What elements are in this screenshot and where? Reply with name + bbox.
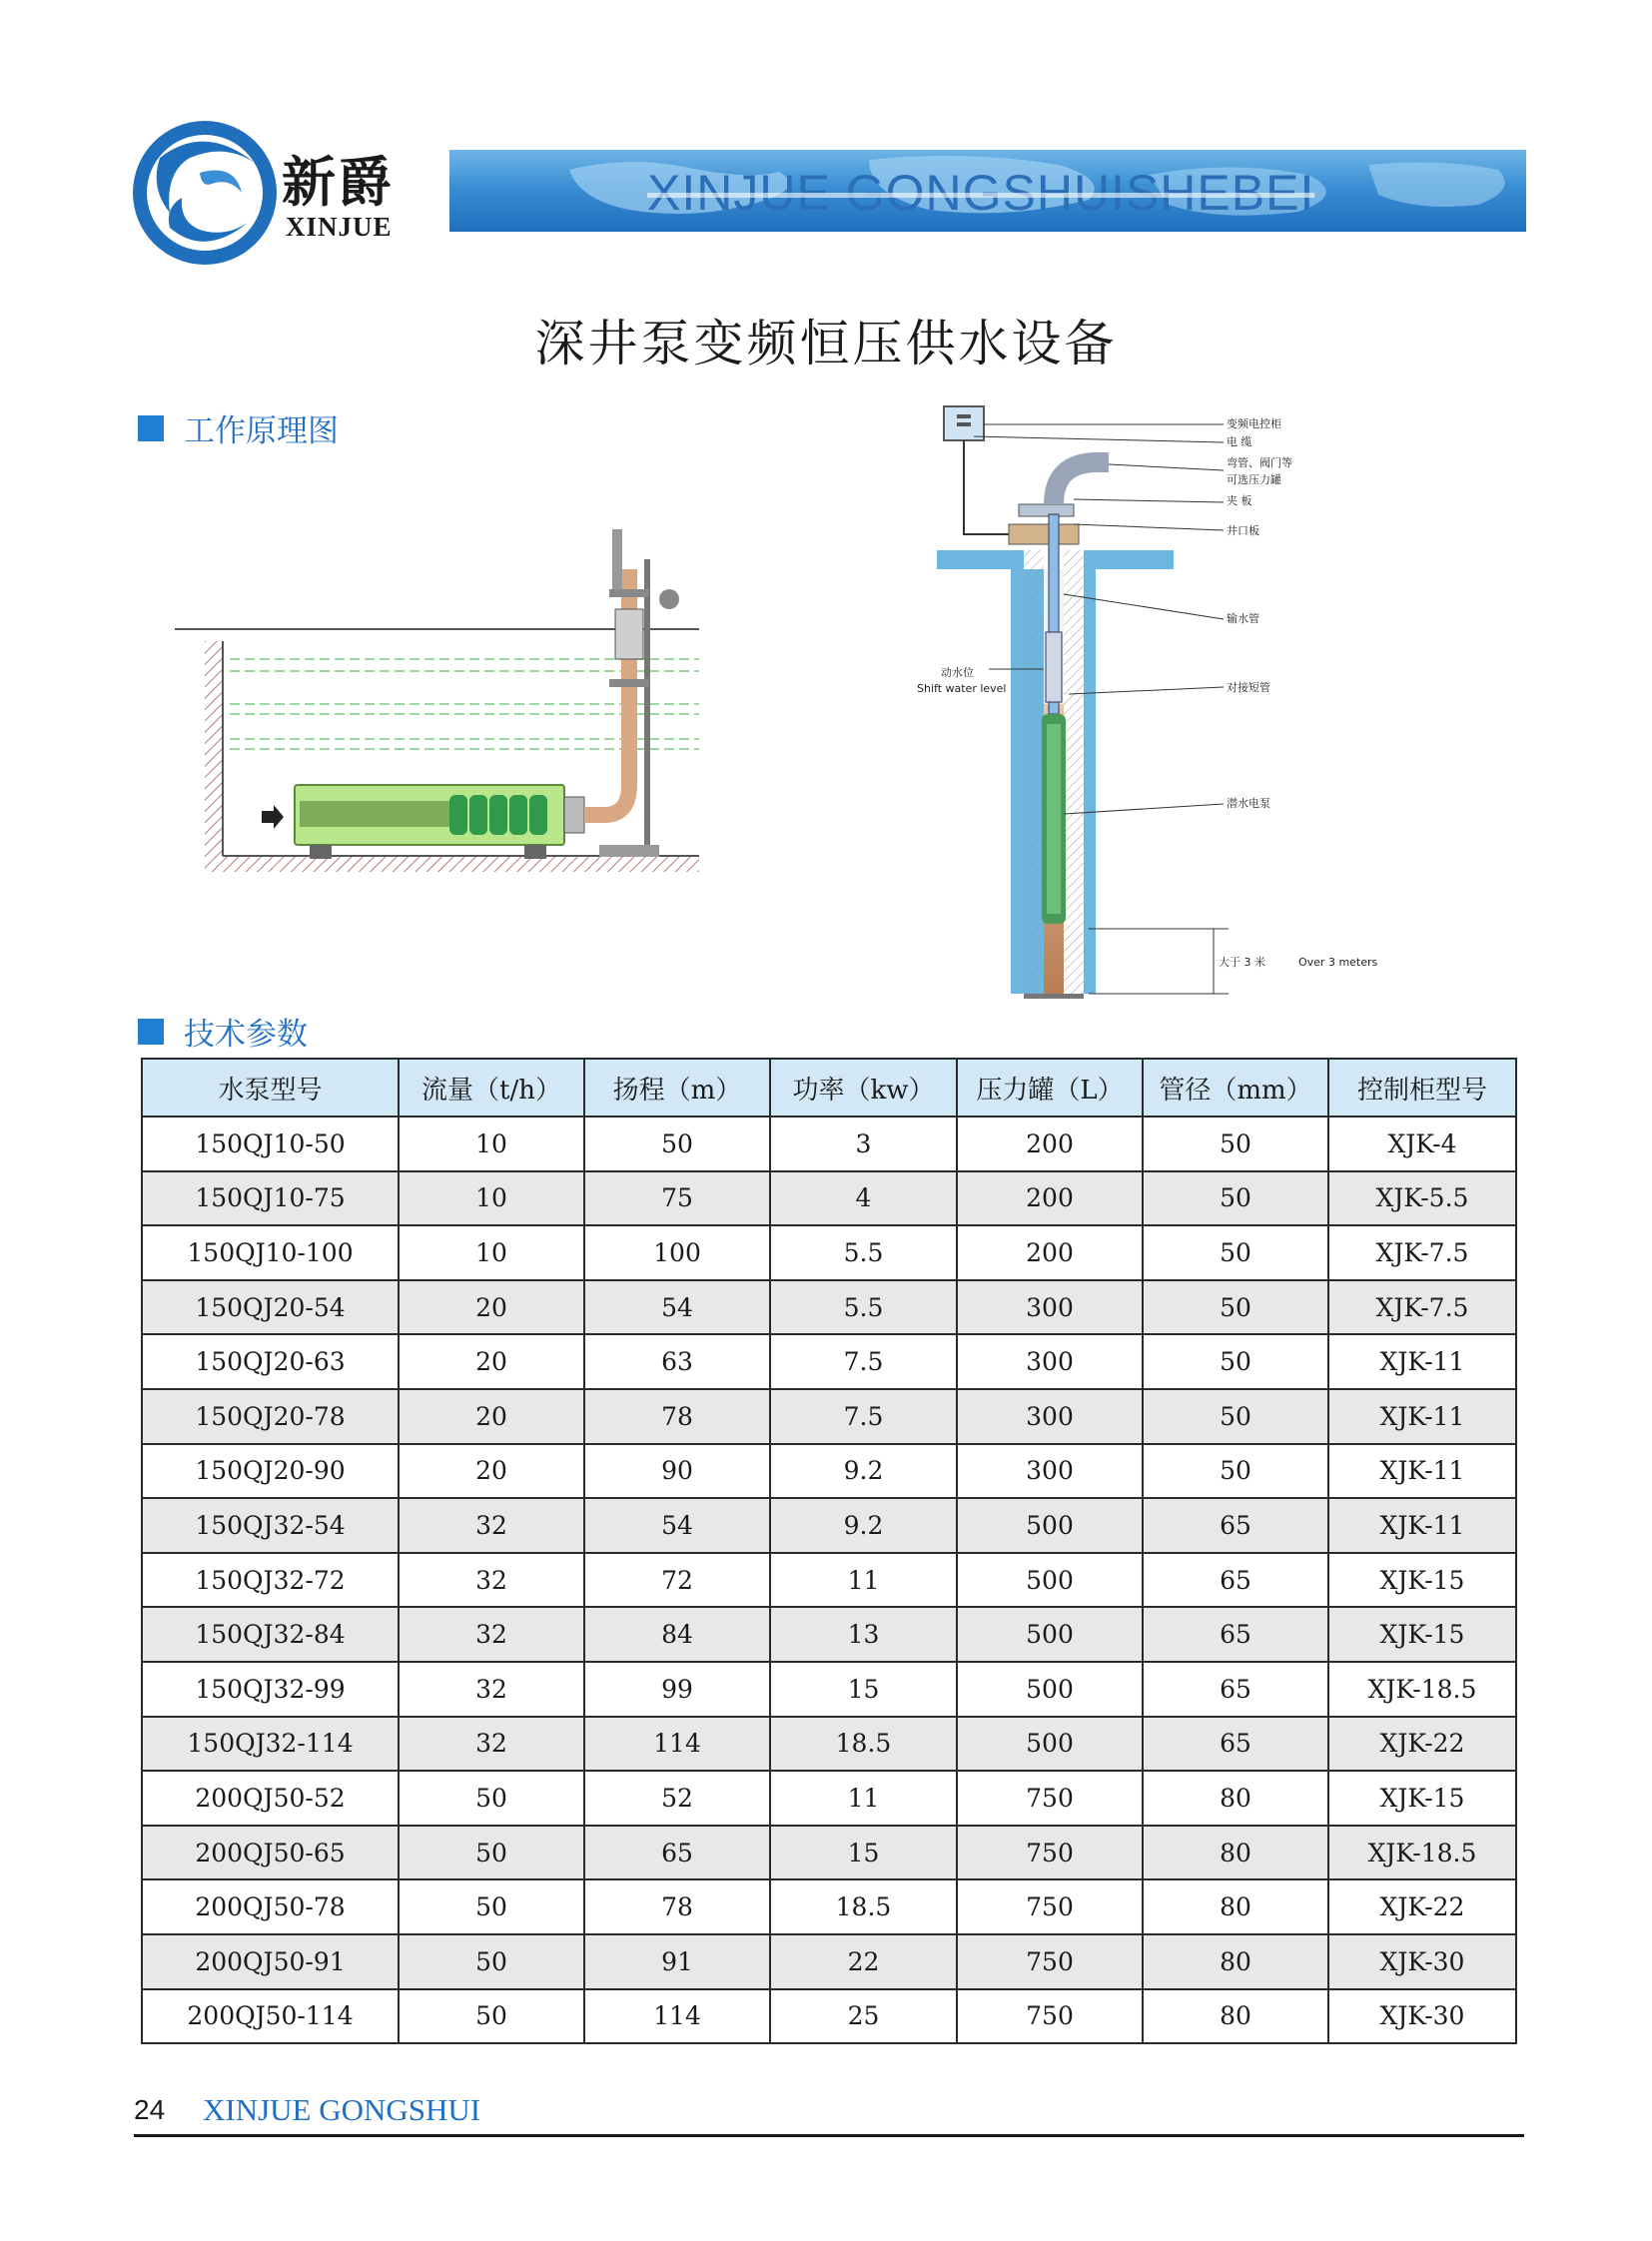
label-pressure-tank: 可选压力罐 [1227,473,1281,486]
cell-pipe: 80 [1143,1879,1328,1934]
cell-pipe: 65 [1143,1717,1328,1772]
cell-model: 200QJ50-114 [142,1989,399,2044]
cell-flow: 10 [399,1225,584,1280]
cell-cabinet: XJK-11 [1328,1389,1516,1444]
page-title: 深井泵变频恒压供水设备 [534,315,1118,373]
label-dynamic-level-cn: 动水位 [941,666,974,679]
cell-pipe: 50 [1143,1171,1328,1226]
cell-power: 11 [770,1553,957,1608]
section-heading-principle [138,405,339,450]
section-heading-parameters [138,1009,308,1054]
cell-head: 91 [584,1934,770,1989]
table-row [142,1826,1516,1880]
label-dynamic-level-en: Shift water level [917,682,1007,695]
table-body [142,1117,1516,2043]
cell-head: 72 [584,1553,770,1608]
cell-pipe: 65 [1143,1662,1328,1717]
cell-head: 78 [584,1389,770,1444]
cell-model: 200QJ50-78 [142,1879,399,1934]
cell-head: 90 [584,1444,770,1499]
cell-power: 4 [770,1171,957,1226]
cell-cabinet: XJK-5.5 [1328,1171,1516,1226]
cell-pipe: 50 [1143,1334,1328,1389]
cell-tank: 300 [957,1334,1143,1389]
cell-tank: 750 [957,1934,1143,1989]
cell-model: 200QJ50-91 [142,1934,399,1989]
cell-power: 15 [770,1662,957,1717]
label-delivery-pipe: 输水管 [1227,612,1259,625]
section-heading-text: 工作原理图 [184,413,339,449]
cell-model: 150QJ10-50 [142,1117,399,1171]
cell-cabinet: XJK-15 [1328,1607,1516,1662]
cell-model: 150QJ20-78 [142,1389,399,1444]
label-clamp: 夹 板 [1227,494,1252,507]
label-elbow-valve: 弯管、阀门等 [1227,456,1292,469]
cell-head: 114 [584,1717,770,1772]
banner-title: XINJUE GONGSHUISHEBEI [647,165,1315,221]
table-row [142,1444,1516,1499]
cell-pipe: 50 [1143,1444,1328,1499]
cell-model: 150QJ20-63 [142,1334,399,1389]
table-row [142,1934,1516,1989]
header-cabinet: 控制柜型号 [1328,1059,1516,1117]
table-row [142,1717,1516,1772]
cell-flow: 32 [399,1553,584,1608]
cell-tank: 750 [957,1879,1143,1934]
cell-model: 200QJ50-65 [142,1826,399,1880]
table-row [142,1553,1516,1608]
cell-head: 84 [584,1607,770,1662]
cell-power: 5.5 [770,1225,957,1280]
cell-power: 7.5 [770,1334,957,1389]
cell-power: 11 [770,1771,957,1826]
cell-tank: 500 [957,1498,1143,1553]
cell-cabinet: XJK-18.5 [1328,1662,1516,1717]
cell-model: 200QJ50-52 [142,1771,399,1826]
cell-head: 99 [584,1662,770,1717]
cell-cabinet: XJK-15 [1328,1771,1516,1826]
cell-pipe: 50 [1143,1280,1328,1335]
cell-power: 25 [770,1989,957,2044]
cell-head: 54 [584,1280,770,1335]
cell-pipe: 50 [1143,1225,1328,1280]
header-flow: 流量（t/h） [399,1059,584,1117]
cell-power: 3 [770,1117,957,1171]
cell-cabinet: XJK-7.5 [1328,1225,1516,1280]
cell-head: 52 [584,1771,770,1826]
cell-tank: 500 [957,1607,1143,1662]
cell-flow: 20 [399,1334,584,1389]
cell-pipe: 65 [1143,1607,1328,1662]
cell-cabinet: XJK-30 [1328,1934,1516,1989]
cell-model: 150QJ20-90 [142,1444,399,1499]
table-row [142,1280,1516,1335]
cell-pipe: 65 [1143,1498,1328,1553]
section-heading-text: 技术参数 [184,1017,308,1053]
cell-cabinet: XJK-4 [1328,1117,1516,1171]
table-row [142,1225,1516,1280]
cell-flow: 50 [399,1989,584,2044]
table-row [142,1498,1516,1553]
cell-tank: 200 [957,1171,1143,1226]
cell-pipe: 80 [1143,1934,1328,1989]
page-number: 24 [134,2094,166,2125]
cell-tank: 500 [957,1662,1143,1717]
table-header-row [142,1059,1516,1117]
table-row [142,1607,1516,1662]
cell-head: 50 [584,1117,770,1171]
table-row [142,1171,1516,1226]
cell-cabinet: XJK-15 [1328,1553,1516,1608]
cell-model: 150QJ32-114 [142,1717,399,1772]
cell-flow: 32 [399,1662,584,1717]
header-power: 功率（kw） [770,1059,957,1117]
label-cable: 电 缆 [1227,435,1252,448]
table-row [142,1389,1516,1444]
cell-flow: 10 [399,1117,584,1171]
cell-cabinet: XJK-22 [1328,1717,1516,1772]
section-marker-icon [138,1019,164,1045]
cell-flow: 50 [399,1771,584,1826]
cell-tank: 200 [957,1225,1143,1280]
cell-model: 150QJ32-54 [142,1498,399,1553]
cell-cabinet: XJK-11 [1328,1334,1516,1389]
cell-model: 150QJ32-84 [142,1607,399,1662]
cell-tank: 500 [957,1717,1143,1772]
cell-power: 9.2 [770,1444,957,1499]
cell-tank: 750 [957,1771,1143,1826]
brand-cn-name: 新爵 [282,150,394,214]
cell-power: 18.5 [770,1717,957,1772]
cell-tank: 300 [957,1444,1143,1499]
cell-flow: 20 [399,1280,584,1335]
table-row [142,1879,1516,1934]
header-head: 扬程（m） [584,1059,770,1117]
cell-cabinet: XJK-7.5 [1328,1280,1516,1335]
table-row [142,1989,1516,2044]
cell-model: 150QJ32-72 [142,1553,399,1608]
cell-cabinet: XJK-11 [1328,1498,1516,1553]
cell-head: 65 [584,1826,770,1880]
cell-flow: 10 [399,1171,584,1226]
label-short-pipe: 对接短管 [1227,681,1270,694]
cell-tank: 300 [957,1280,1143,1335]
cell-tank: 300 [957,1389,1143,1444]
cell-flow: 20 [399,1389,584,1444]
footer-divider [134,2134,1524,2137]
table-row [142,1117,1516,1171]
cell-head: 114 [584,1989,770,2044]
footer-brand: XINJUE GONGSHUI [203,2092,481,2127]
cell-head: 100 [584,1225,770,1280]
cell-flow: 50 [399,1826,584,1880]
cell-cabinet: XJK-30 [1328,1989,1516,2044]
cell-power: 13 [770,1607,957,1662]
label-submersible-pump: 潜水电泵 [1227,797,1270,810]
cell-power: 18.5 [770,1879,957,1934]
cell-model: 150QJ10-75 [142,1171,399,1226]
cell-model: 150QJ20-54 [142,1280,399,1335]
cell-head: 75 [584,1171,770,1226]
cell-flow: 32 [399,1498,584,1553]
cell-head: 54 [584,1498,770,1553]
label-control-cabinet: 变频电控柜 [1227,417,1281,430]
header-pipe: 管径（mm） [1143,1059,1328,1117]
cell-flow: 50 [399,1879,584,1934]
label-well-plate: 井口板 [1227,524,1259,537]
label-depth-cn: 大于 3 米 [1219,956,1265,969]
header-banner [449,150,1526,232]
cell-power: 22 [770,1934,957,1989]
technical-parameters-table [141,1058,1517,2044]
table-row [142,1662,1516,1717]
cell-pipe: 80 [1143,1826,1328,1880]
deep-well-pump-diagram [899,394,1418,999]
cell-head: 63 [584,1334,770,1389]
cell-cabinet: XJK-11 [1328,1444,1516,1499]
cell-tank: 750 [957,1826,1143,1880]
cell-power: 7.5 [770,1389,957,1444]
cell-pipe: 50 [1143,1389,1328,1444]
cell-pipe: 80 [1143,1989,1328,2044]
cell-cabinet: XJK-18.5 [1328,1826,1516,1880]
cell-flow: 32 [399,1607,584,1662]
xinjue-logo [130,118,280,268]
cell-tank: 750 [957,1989,1143,2044]
cell-model: 150QJ32-99 [142,1662,399,1717]
cell-tank: 500 [957,1553,1143,1608]
section-marker-icon [138,415,164,441]
cell-power: 15 [770,1826,957,1880]
cell-power: 9.2 [770,1498,957,1553]
cell-pipe: 65 [1143,1553,1328,1608]
table-row [142,1771,1516,1826]
cell-pipe: 50 [1143,1117,1328,1171]
cell-tank: 200 [957,1117,1143,1171]
label-depth-en: Over 3 meters [1298,956,1378,969]
cell-head: 78 [584,1879,770,1934]
cell-flow: 32 [399,1717,584,1772]
cell-pipe: 80 [1143,1771,1328,1826]
cell-power: 5.5 [770,1280,957,1335]
cell-flow: 20 [399,1444,584,1499]
header-tank: 压力罐（L） [957,1059,1143,1117]
brand-en-name: XINJUE [286,212,393,242]
cell-model: 150QJ10-100 [142,1225,399,1280]
cell-flow: 50 [399,1934,584,1989]
header-model: 水泵型号 [142,1059,399,1117]
cell-cabinet: XJK-22 [1328,1879,1516,1934]
horizontal-pump-diagram [170,529,729,889]
table-row [142,1334,1516,1389]
